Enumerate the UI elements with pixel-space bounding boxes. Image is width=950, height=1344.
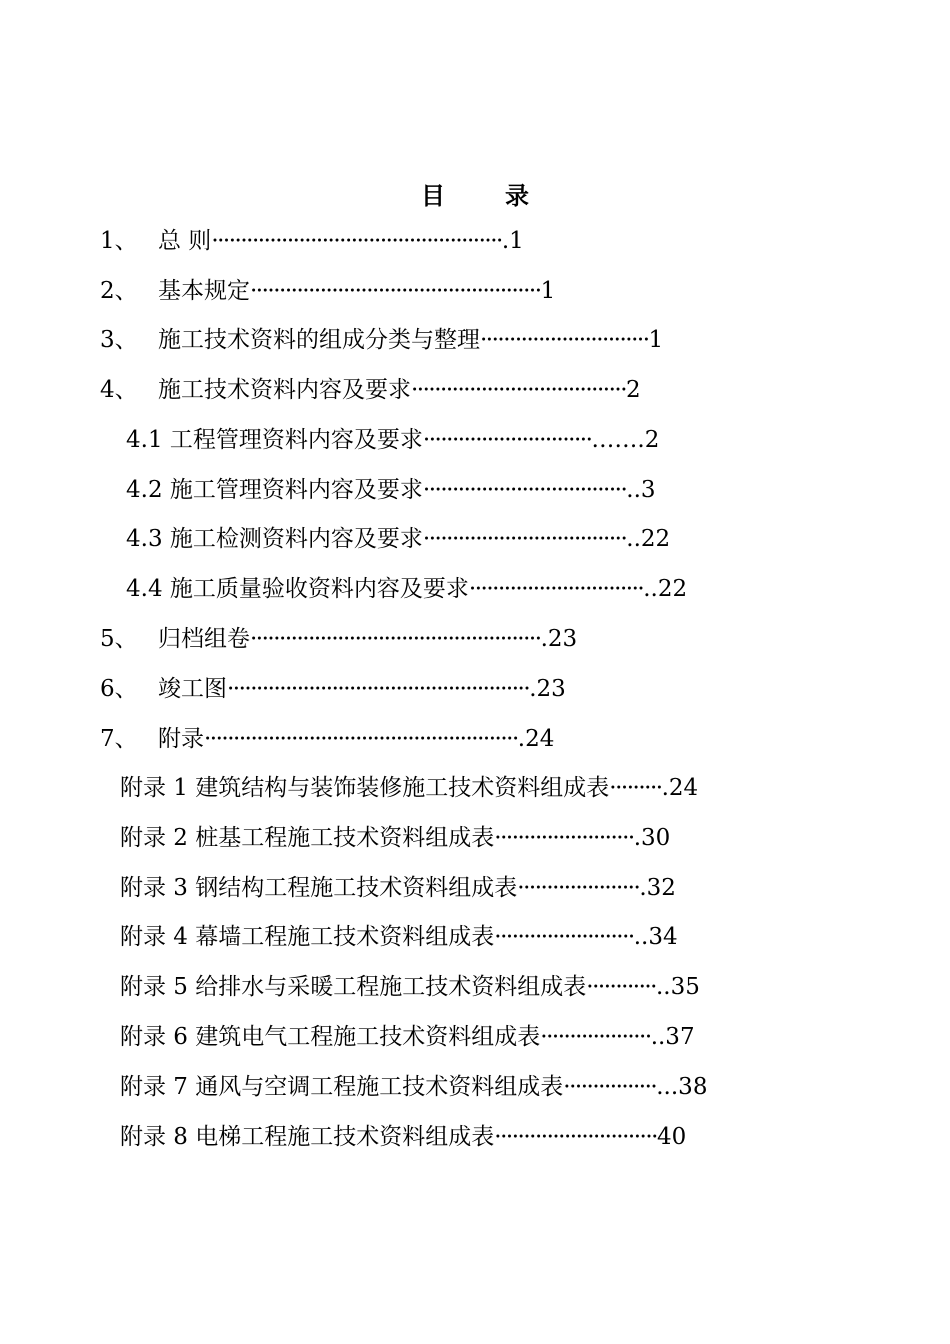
toc-title-char-2: 录: [505, 181, 529, 210]
toc-page-number: .30: [633, 825, 671, 851]
toc-entry-label: 4.3 施工检测资料内容及要求: [126, 526, 423, 552]
toc-entry-label: 附录 1 建筑结构与装饰装修施工技术资料组成表: [120, 775, 610, 801]
toc-leader-dots: ················: [563, 1074, 657, 1100]
toc-entry-number: 4、: [100, 377, 138, 403]
toc-entry-label: 基本规定: [158, 278, 250, 304]
toc-appendix-1[interactable]: [120, 773, 698, 803]
toc-entry-4-2[interactable]: [126, 475, 656, 505]
toc-entry-label: 施工技术资料内容及要求: [158, 377, 411, 403]
toc-page-number: .24: [661, 775, 699, 801]
toc-entry-label: 附录 4 幕墙工程施工技术资料组成表: [120, 924, 495, 950]
toc-entry-number: 2、: [100, 278, 138, 304]
toc-title: [0, 176, 950, 211]
toc-leader-dots: ···················: [540, 1024, 651, 1050]
toc-entry-7[interactable]: [100, 724, 554, 754]
toc-page-number: ..34: [633, 924, 678, 950]
toc-entry-3[interactable]: [100, 325, 663, 355]
toc-leader-dots: ··················································: [250, 278, 541, 304]
toc-leader-dots: ·····························: [422, 427, 592, 453]
toc-entry-label: 附录 8 电梯工程施工技术资料组成表: [120, 1124, 495, 1150]
toc-page-number: ..22: [626, 526, 671, 552]
toc-leader-dots: ·····································: [411, 377, 627, 403]
toc-leader-dots: ············: [586, 974, 656, 1000]
toc-entry-4-1[interactable]: [126, 425, 659, 455]
toc-entry-label: 4.2 施工管理资料内容及要求: [126, 477, 423, 503]
toc-entry-number: 5、: [100, 626, 138, 652]
toc-appendix-4[interactable]: [120, 922, 678, 952]
toc-page-number: .23: [540, 626, 578, 652]
toc-entry-label: 归档组卷: [158, 626, 250, 652]
toc-page-number: ..22: [643, 576, 688, 602]
toc-leader-dots: ···································: [422, 526, 627, 552]
toc-entry-label: 4.1 工程管理资料内容及要求: [126, 427, 423, 453]
toc-page-number: ...38: [656, 1074, 708, 1100]
toc-page-number: 1: [540, 278, 556, 304]
toc-appendix-6[interactable]: [120, 1022, 695, 1052]
toc-entry-number: 6、: [100, 676, 138, 702]
toc-page-number: 2: [626, 377, 641, 403]
toc-title-char-1: 目: [421, 181, 445, 210]
toc-page-number: .23: [529, 676, 566, 702]
toc-entry-1[interactable]: [100, 226, 524, 256]
toc-page-number: .32: [639, 875, 676, 901]
toc-entry-label: 施工技术资料的组成分类与整理: [158, 327, 480, 353]
toc-leader-dots: ··················································: [250, 626, 541, 652]
toc-leader-dots: ·····················: [517, 875, 640, 901]
toc-appendix-3[interactable]: [120, 873, 676, 903]
toc-appendix-5[interactable]: [120, 972, 700, 1002]
toc-page-number: ..3: [626, 477, 656, 503]
toc-entry-2[interactable]: [100, 276, 555, 306]
toc-leader-dots: ···································: [422, 477, 627, 503]
toc-entry-5[interactable]: [100, 624, 577, 654]
toc-entry-label: 附录 3 钢结构工程施工技术资料组成表: [120, 875, 518, 901]
toc-leader-dots: ·········: [609, 775, 662, 801]
toc-leader-dots: ······················································: [204, 726, 518, 752]
toc-entry-label: 竣工图: [158, 676, 227, 702]
toc-leader-dots: ························: [494, 825, 634, 851]
toc-page-number: 1: [648, 327, 664, 353]
toc-leader-dots: ····················································: [227, 676, 530, 702]
toc-page-number: .24: [517, 726, 555, 752]
toc-appendix-8[interactable]: [120, 1122, 686, 1152]
toc-entry-label: 附录 2 桩基工程施工技术资料组成表: [120, 825, 495, 851]
toc-leader-dots: ·····························: [480, 327, 649, 353]
toc-page-number: .1: [501, 228, 524, 254]
toc-entry-label: 总 则: [158, 228, 212, 254]
toc-leader-dots: ··················································: [211, 228, 502, 254]
toc-appendix-7[interactable]: [120, 1072, 707, 1102]
toc-leader-dots: ····························: [494, 1124, 657, 1150]
toc-entry-label: 附录 6 建筑电气工程施工技术资料组成表: [120, 1024, 541, 1050]
toc-entry-4[interactable]: [100, 375, 641, 405]
toc-entry-number: 7、: [100, 726, 138, 752]
toc-leader-dots: ························: [494, 924, 634, 950]
toc-page-number: ..35: [656, 974, 700, 1000]
toc-entry-label: 附录 7 通风与空调工程施工技术资料组成表: [120, 1074, 564, 1100]
toc-appendix-2[interactable]: [120, 823, 670, 853]
toc-entry-4-4[interactable]: [126, 574, 687, 604]
toc-leader-dots: ······························: [468, 576, 644, 602]
toc-page-number: 40: [656, 1124, 687, 1150]
toc-entry-label: 4.4 施工质量验收资料内容及要求: [126, 576, 469, 602]
toc-entry-number: 3、: [100, 327, 138, 353]
toc-entry-label: 附录 5 给排水与采暖工程施工技术资料组成表: [120, 974, 587, 1000]
toc-page-number: …….2: [591, 427, 660, 453]
toc-page-number: ..37: [650, 1024, 695, 1050]
toc-entry-4-3[interactable]: [126, 524, 670, 554]
toc-entry-number: 1、: [100, 228, 138, 254]
toc-entry-6[interactable]: [100, 674, 566, 704]
toc-entry-label: 附录: [158, 726, 204, 752]
